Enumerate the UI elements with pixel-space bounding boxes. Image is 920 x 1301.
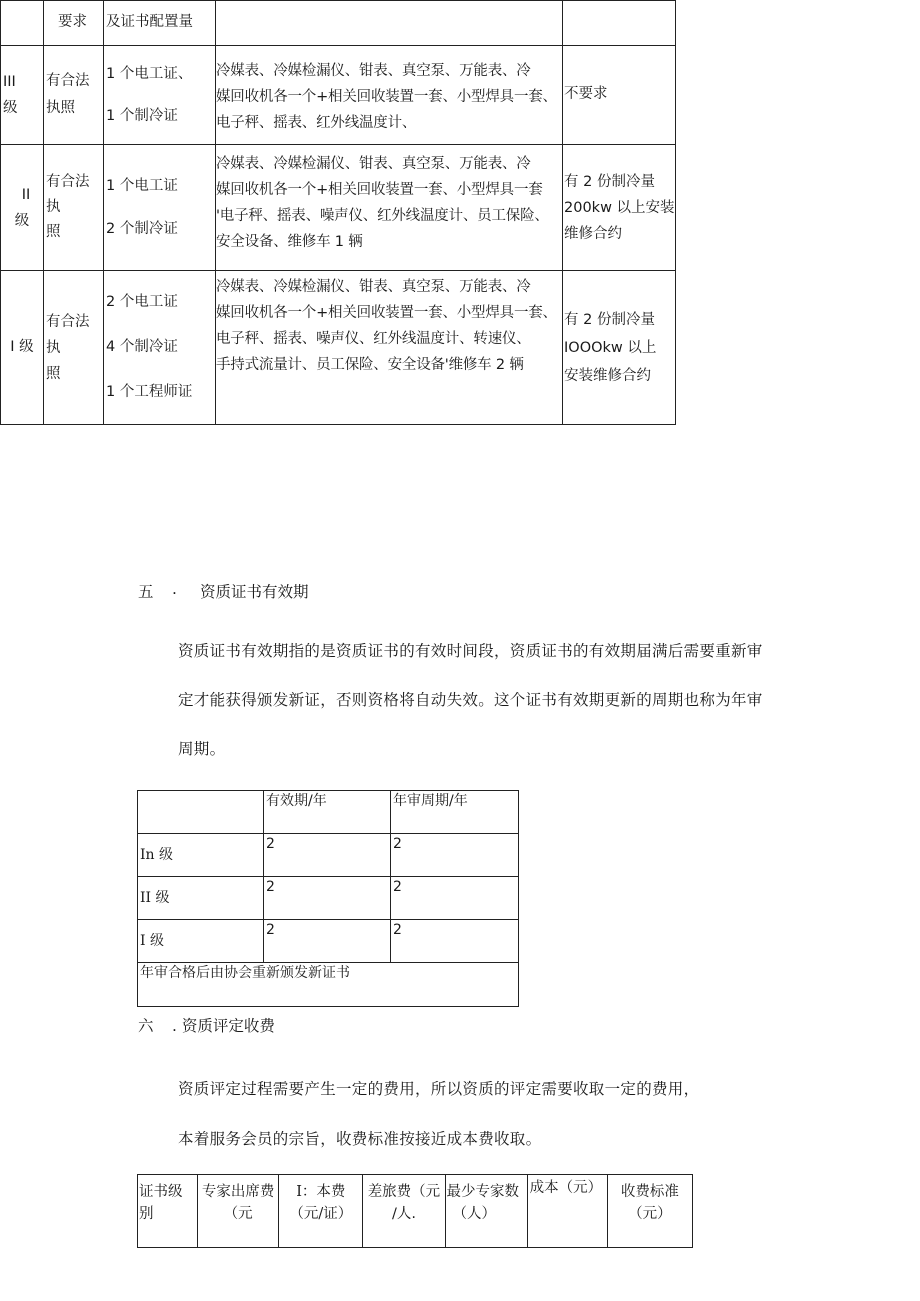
header-fragment-requirement: 要求 xyxy=(58,14,87,31)
table-header-cell xyxy=(527,1175,607,1248)
fees-table xyxy=(137,1174,693,1248)
header-line: 别 xyxy=(139,1206,154,1223)
equipment-line: 媒回收机各一个+相关回收装置一套、小型焊具一套、 xyxy=(216,89,557,105)
table-row xyxy=(138,920,519,963)
table-row xyxy=(138,791,519,834)
table-header-cell xyxy=(198,1175,279,1248)
cert-line: 4 个制冷证 xyxy=(106,339,178,355)
validity-value: 2 xyxy=(264,920,391,963)
level-text: 级 xyxy=(3,100,18,116)
contract-line: 维修合约 xyxy=(564,225,622,242)
contract-cell xyxy=(563,145,676,271)
cert-line: 1 个制冷证 xyxy=(106,108,178,124)
section5-paragraph-line: 资质证书有效期指的是资质证书的有效时间段，资质证书的有效期届满后需要重新审 xyxy=(178,642,763,660)
header-line: （元 xyxy=(223,1206,253,1223)
table-header-cell xyxy=(607,1175,692,1248)
validity-value: 2 xyxy=(264,834,391,877)
table-header-cell: 有效期/年 xyxy=(264,791,391,834)
equipment-line: 媒回收机各一个+相关回收装置一套、小型焊具一套、 xyxy=(216,305,557,321)
header-line: 最少专家数 xyxy=(446,1184,520,1200)
header-line: I：本费 xyxy=(296,1184,346,1200)
table-header-cell xyxy=(138,791,264,834)
table-header-cell xyxy=(445,1175,527,1248)
section5-paragraph-line: 周期。 xyxy=(178,740,226,758)
contract-line: IOOOkw 以上 xyxy=(564,339,657,356)
requirements-table xyxy=(0,0,676,425)
table-footer-note: 年审合格后由协会重新颁发新证书 xyxy=(138,963,519,1007)
contract-line: 有 2 份制冷量 xyxy=(564,173,655,190)
license-text: 照 xyxy=(46,224,61,240)
header-line: 成本（元） xyxy=(529,1180,603,1196)
header-line: （人） xyxy=(452,1206,497,1223)
table-cell xyxy=(563,1,676,46)
table-row xyxy=(138,877,519,920)
contract-line: 不要求 xyxy=(564,86,608,103)
table-row xyxy=(138,834,519,877)
contract-line: 安装维修合约 xyxy=(564,367,651,384)
section6-title: . 资质评定收费 xyxy=(172,1017,275,1035)
section6-paragraph-line: 本着服务会员的宗旨，收费标准按接近成本费收取。 xyxy=(178,1130,542,1148)
license-text: 执照 xyxy=(46,100,75,116)
review-value: 2 xyxy=(391,877,519,920)
cert-line: 1 个电工证、 xyxy=(106,66,193,82)
equipment-line: 电子秤、摇表、噪声仪、红外线温度计、转速仪、 xyxy=(216,331,531,347)
license-cell xyxy=(44,271,104,425)
review-value: 2 xyxy=(391,920,519,963)
table-cell xyxy=(44,1,104,46)
license-text: 有合法 xyxy=(46,313,90,330)
validity-table xyxy=(137,790,519,1007)
section5-number: 五 xyxy=(138,583,154,601)
table-row xyxy=(1,271,676,425)
equipment-line: 冷媒表、冷媒检漏仪、钳表、真空泵、万能表、冷 xyxy=(216,63,531,79)
level-text: 级 xyxy=(14,212,30,229)
license-text: 有合法 xyxy=(46,73,90,89)
level-text: II xyxy=(21,186,31,203)
level-cell xyxy=(1,271,44,425)
cert-line: 1 个电工证 xyxy=(106,177,178,194)
license-text: 有合法 xyxy=(46,174,90,190)
level-label: II 级 xyxy=(138,877,264,920)
header-line: （元） xyxy=(628,1206,672,1223)
level-text: III xyxy=(3,74,16,90)
section5-dot: . xyxy=(172,580,177,598)
contract-line: 200kw 以上安装 xyxy=(564,199,675,216)
equipment-line: 冷媒表、冷媒检漏仪、钳表、真空泵、万能表、冷 xyxy=(216,156,531,172)
equipment-cell xyxy=(216,145,563,271)
table-header-cell xyxy=(138,1175,198,1248)
license-text: 执 xyxy=(46,339,61,356)
table-row xyxy=(138,963,519,1007)
header-line: 证书级 xyxy=(139,1184,183,1200)
table-row xyxy=(1,46,676,145)
table-header-cell: 年审周期/年 xyxy=(391,791,519,834)
equipment-line: 手持式流量计、员工保险、安全设备'维修车 2 辆 xyxy=(216,357,524,373)
header-fragment-cert-config: 及证书配置量 xyxy=(106,14,193,31)
level-label: In 级 xyxy=(138,834,264,877)
license-text: 照 xyxy=(46,365,61,382)
review-value: 2 xyxy=(391,834,519,877)
level-label: I 级 xyxy=(138,920,264,963)
level-cell xyxy=(1,46,44,145)
certs-cell xyxy=(104,271,216,425)
contract-line: 有 2 份制冷量 xyxy=(564,311,655,328)
cert-line: 2 个电工证 xyxy=(106,294,178,310)
section5-paragraph-line: 定才能获得颁发新证，否则资格将自动失效。这个证书有效期更新的周期也称为年审 xyxy=(178,691,763,709)
table-cell xyxy=(104,1,216,46)
table-row xyxy=(1,145,676,271)
section6-paragraph-line: 资质评定过程需要产生一定的费用，所以资质的评定需要收取一定的费用， xyxy=(178,1080,700,1098)
contract-cell xyxy=(563,271,676,425)
header-line: 专家出席费 xyxy=(201,1184,275,1200)
table-header-cell xyxy=(279,1175,363,1248)
equipment-line: 冷媒表、冷媒检漏仪、钳表、真空泵、万能表、冷 xyxy=(216,279,531,295)
header-line: 收费标准 xyxy=(620,1184,679,1200)
cert-line: 1 个工程师证 xyxy=(106,384,193,400)
table-header-cell xyxy=(363,1175,445,1248)
section6-number: 六 xyxy=(138,1017,154,1035)
certs-cell xyxy=(104,145,216,271)
section5-title: 资质证书有效期 xyxy=(200,583,309,601)
header-line: （元/证） xyxy=(289,1206,353,1223)
equipment-line: 安全设备、维修车 1 辆 xyxy=(216,234,363,250)
equipment-line: 电子秤、摇表、红外线温度计、 xyxy=(216,115,417,131)
table-row xyxy=(138,1175,693,1248)
table-cell xyxy=(216,1,563,46)
level-cell xyxy=(1,145,44,271)
license-cell xyxy=(44,46,104,145)
equipment-line: '电子秤、摇表、噪声仪、红外线温度计、员工保险、 xyxy=(216,208,549,224)
level-text: I 级 xyxy=(10,338,34,355)
equipment-cell xyxy=(216,46,563,145)
header-line: /人. xyxy=(391,1206,416,1223)
equipment-cell xyxy=(216,271,563,425)
validity-value: 2 xyxy=(264,877,391,920)
cert-line: 2 个制冷证 xyxy=(106,220,178,237)
header-line: 差旅费（元 xyxy=(367,1184,441,1200)
equipment-line: 媒回收机各一个+相关回收装置一套、小型焊具一套 xyxy=(216,182,543,198)
license-cell xyxy=(44,145,104,271)
certs-cell xyxy=(104,46,216,145)
license-text: 执 xyxy=(46,199,61,215)
contract-cell xyxy=(563,46,676,145)
table-cell xyxy=(1,1,44,46)
table-row xyxy=(1,1,676,46)
